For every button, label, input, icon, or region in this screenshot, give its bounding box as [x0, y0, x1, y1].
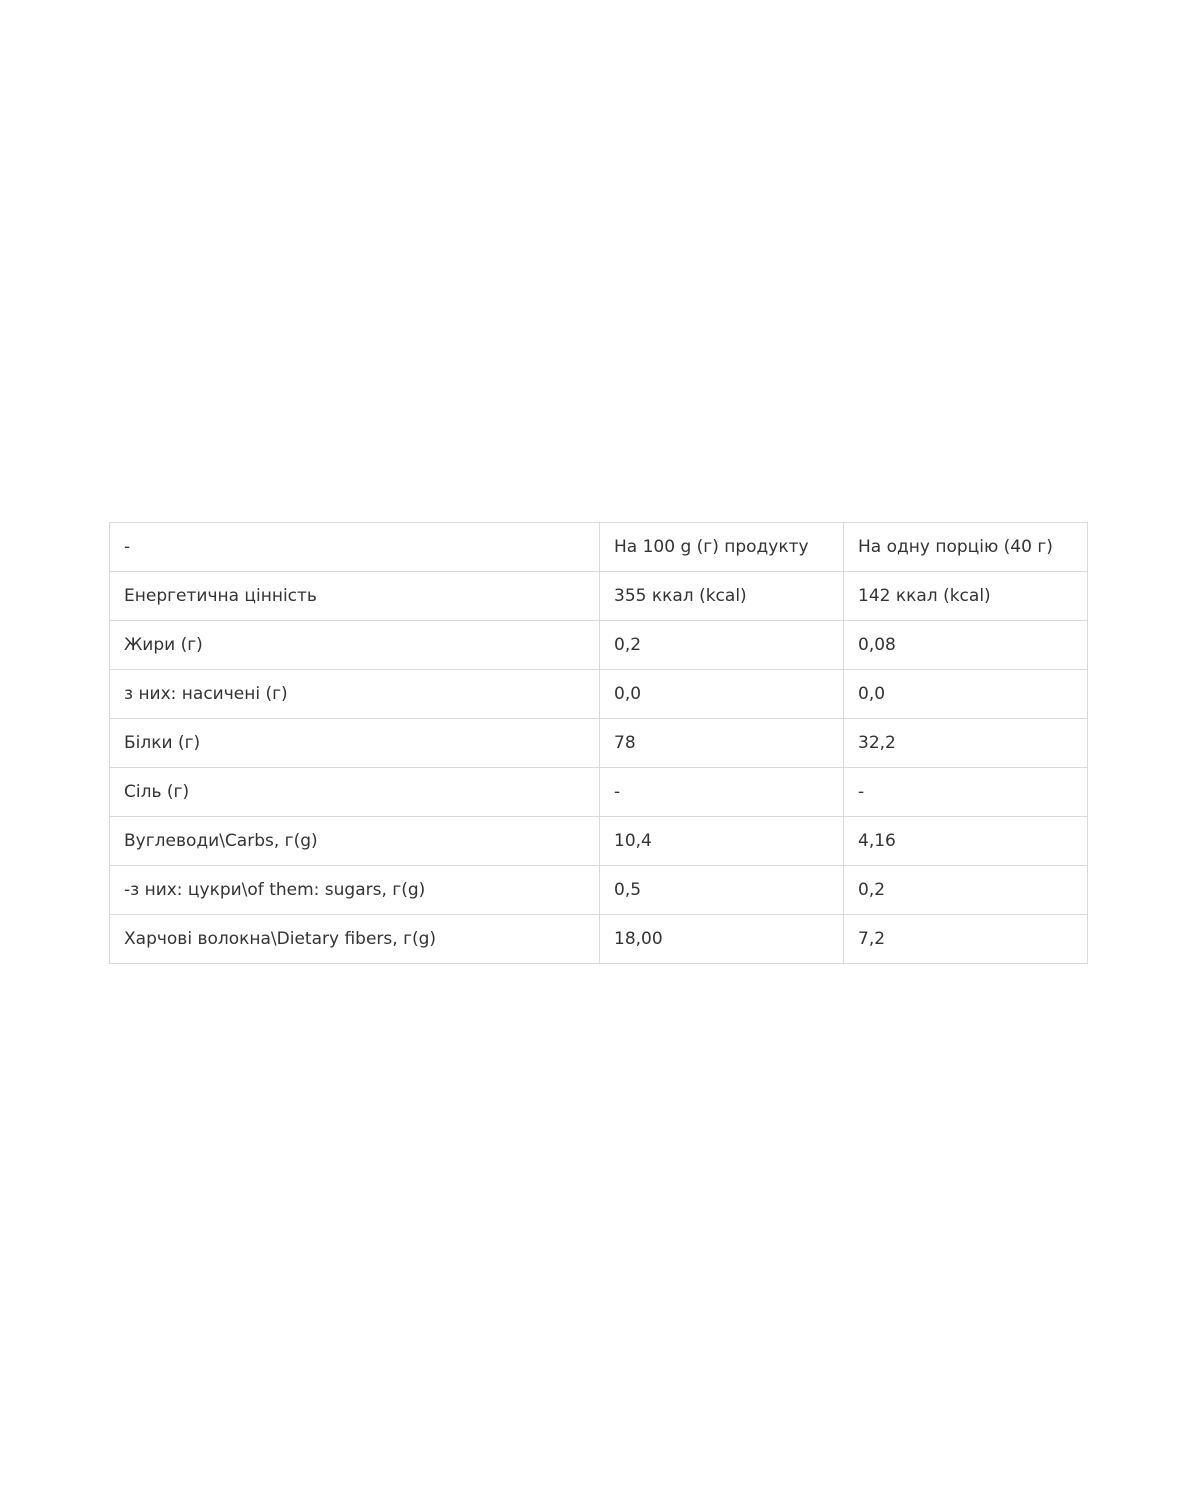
per-100g-value: 0,2: [600, 621, 844, 670]
per-100g-value: 0,5: [600, 866, 844, 915]
header-per-serving-cell: На одну порцію (40 г): [844, 523, 1088, 572]
table-row: [110, 768, 1088, 817]
table-row: [110, 817, 1088, 866]
nutrient-label: -з них: цукри\of them: sugars, г(g): [110, 866, 600, 915]
table-row: [110, 621, 1088, 670]
per-serving-value: 0,0: [844, 670, 1088, 719]
table-row: [110, 572, 1088, 621]
nutrition-facts-table: [109, 522, 1088, 964]
per-serving-value: -: [844, 768, 1088, 817]
nutrient-label: Енергетична цінність: [110, 572, 600, 621]
nutrient-label: з них: насичені (г): [110, 670, 600, 719]
per-100g-value: 78: [600, 719, 844, 768]
nutrient-label: Жири (г): [110, 621, 600, 670]
per-serving-value: 142 ккал (kcal): [844, 572, 1088, 621]
table-row: [110, 915, 1088, 964]
nutrient-label: Білки (г): [110, 719, 600, 768]
header-label-cell: -: [110, 523, 600, 572]
per-100g-value: 10,4: [600, 817, 844, 866]
per-100g-value: 0,0: [600, 670, 844, 719]
per-serving-value: 0,08: [844, 621, 1088, 670]
nutrient-label: Сіль (г): [110, 768, 600, 817]
table-row: [110, 719, 1088, 768]
per-100g-value: 355 ккал (kcal): [600, 572, 844, 621]
table-row: [110, 866, 1088, 915]
table-header-row: [110, 523, 1088, 572]
per-serving-value: 7,2: [844, 915, 1088, 964]
per-100g-value: 18,00: [600, 915, 844, 964]
nutrient-label: Харчові волокна\Dietary fibers, г(g): [110, 915, 600, 964]
header-per-100g-cell: На 100 g (г) продукту: [600, 523, 844, 572]
per-serving-value: 0,2: [844, 866, 1088, 915]
nutrient-label: Вуглеводи\Carbs, г(g): [110, 817, 600, 866]
per-serving-value: 32,2: [844, 719, 1088, 768]
table-row: [110, 670, 1088, 719]
per-100g-value: -: [600, 768, 844, 817]
per-serving-value: 4,16: [844, 817, 1088, 866]
